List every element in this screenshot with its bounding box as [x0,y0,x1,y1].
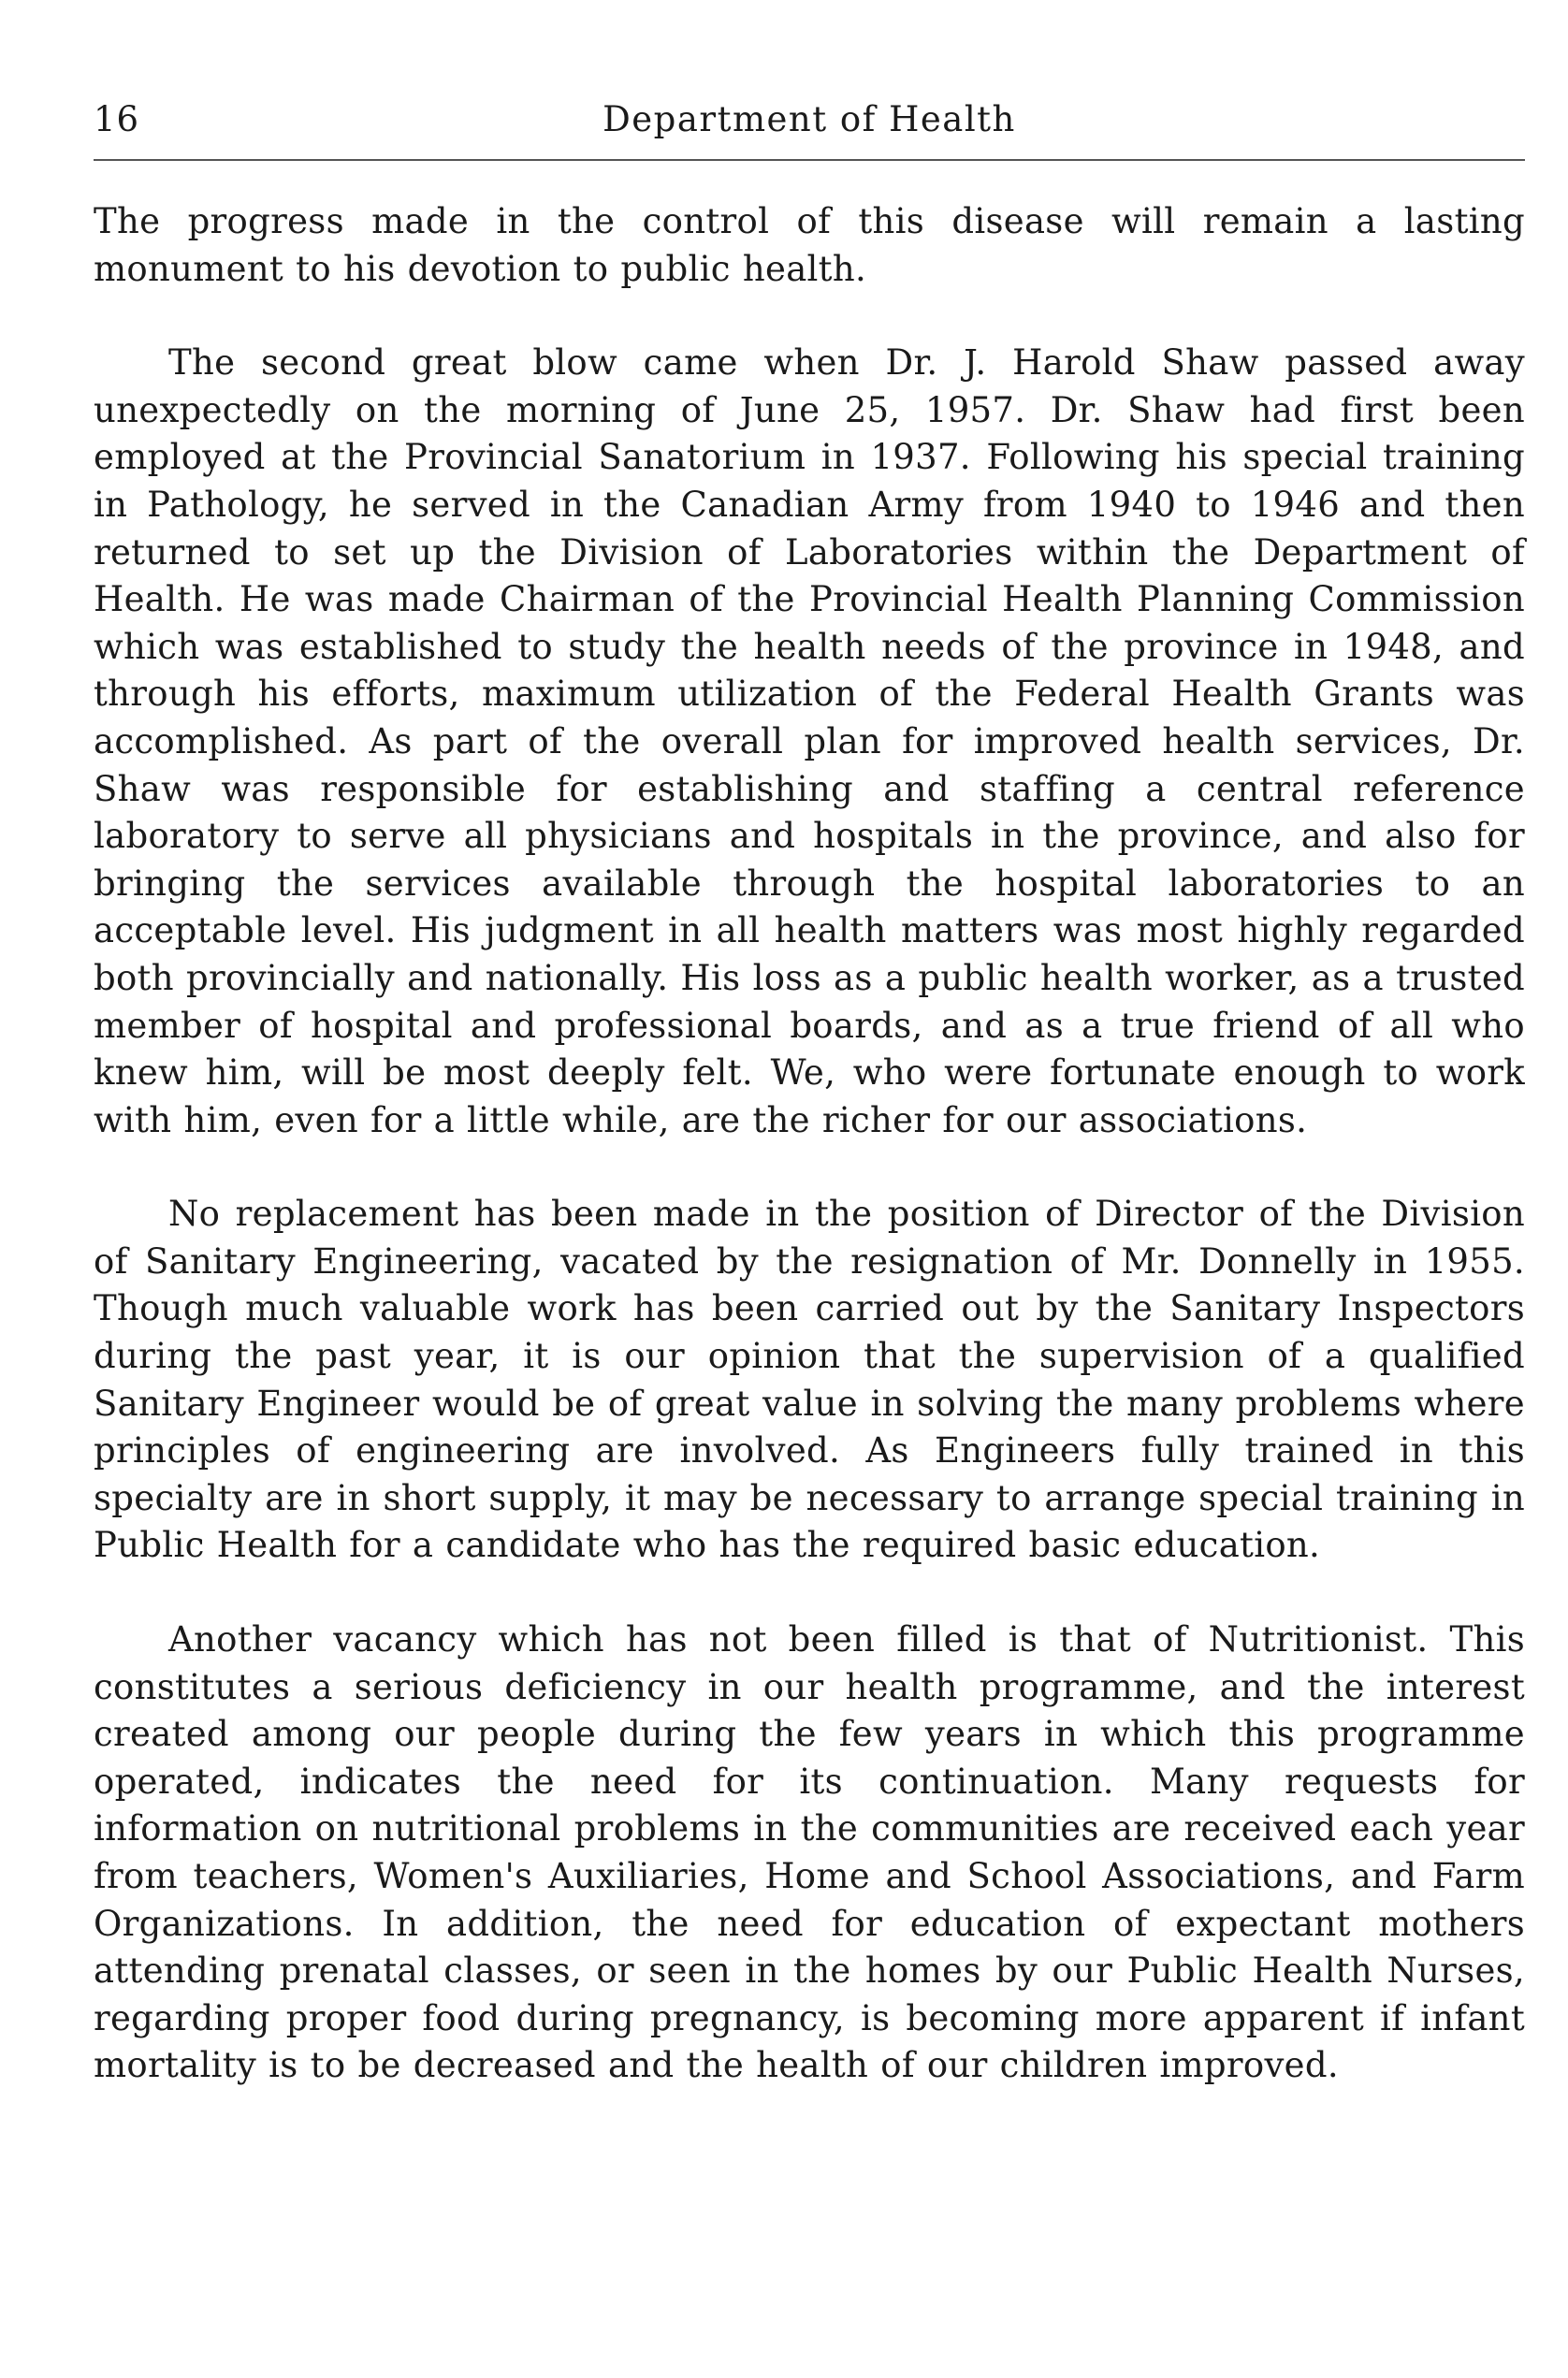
page-header [94,92,1525,148]
paragraph-gap [94,1570,1525,1617]
body-text [94,198,1525,2090]
page-number: 16 [94,99,140,139]
paragraph-nutritionist: Another vacancy which has not been filled is that of Nutritionist. This constitutes a serious deficiency in our health programme, and the interest created among our people during the few years in which this programme operated, indicates the need for its continuation. Many requests for information on nutritional problems in the communities are received each year from teachers, Women's Auxiliaries, Home and School Associations, and Farm Organizations. In addition, the need for education of expectant mothers attending prenatal classes, or seen in the homes by our Public Health Nurses, regarding proper food during pregnancy, is becoming more apparent if infant mortality is to be decreased and the health of our children improved. [94,1619,1525,2086]
header-rule [94,159,1525,161]
paragraph-gap [94,1144,1525,1191]
running-head: Department of Health [603,99,1016,139]
paragraph-shaw: The second great blow came when Dr. J. Harold Shaw passed away unexpectedly on the morning of June 25, 1957. Dr. Shaw had first been employed at the Provincial Sanatorium in 1937. Following his special training in Pathology, he served in the Canadian Army from 1940 to 1946 and then returned to set up the Division of Laboratories within the Department of Health. He was made Chairman of the Provincial Health Planning Commission which was established to study the health needs of the province in 1948, and through his efforts, maximum utilization of the Federal Health Grants was accomplished. As part of the overall plan for improved health services, Dr. Shaw was responsible for establishing and staffing a central reference laboratory to serve all physicians and hospitals in the province, and also for bringing the services available through the hospital laboratories to an acceptable level. His judgment in all health matters was most highly regarded both provincially and nationally. His loss as a public health worker, as a trusted member of hospital and professional boards, and as a true friend of all who knew him, will be most deeply felt. We, who were fortunate enough to work with him, even for a little while, are the richer for our associations. [94,342,1525,1140]
paragraph-continuation: The progress made in the control of this disease will remain a lasting monument to his devotion to public health. [94,201,1525,289]
paragraph-sanitary-engineering: No replacement has been made in the position of Director of the Division of Sanitary Engineering, vacated by the resignation of Mr. Donnelly in 1955. Though much valuable work has been carried out by the Sanitary Inspectors during the past year, it is our opinion that the supervision of a qualified Sanitary Engineer would be of great value in solving the many problems where principles of engineering are involved. As Engineers fully trained in this specialty are in short supply, it may be necessary to arrange special training in Public Health for a candidate who has the required basic education. [94,1194,1525,1566]
paragraph-gap [94,293,1525,340]
